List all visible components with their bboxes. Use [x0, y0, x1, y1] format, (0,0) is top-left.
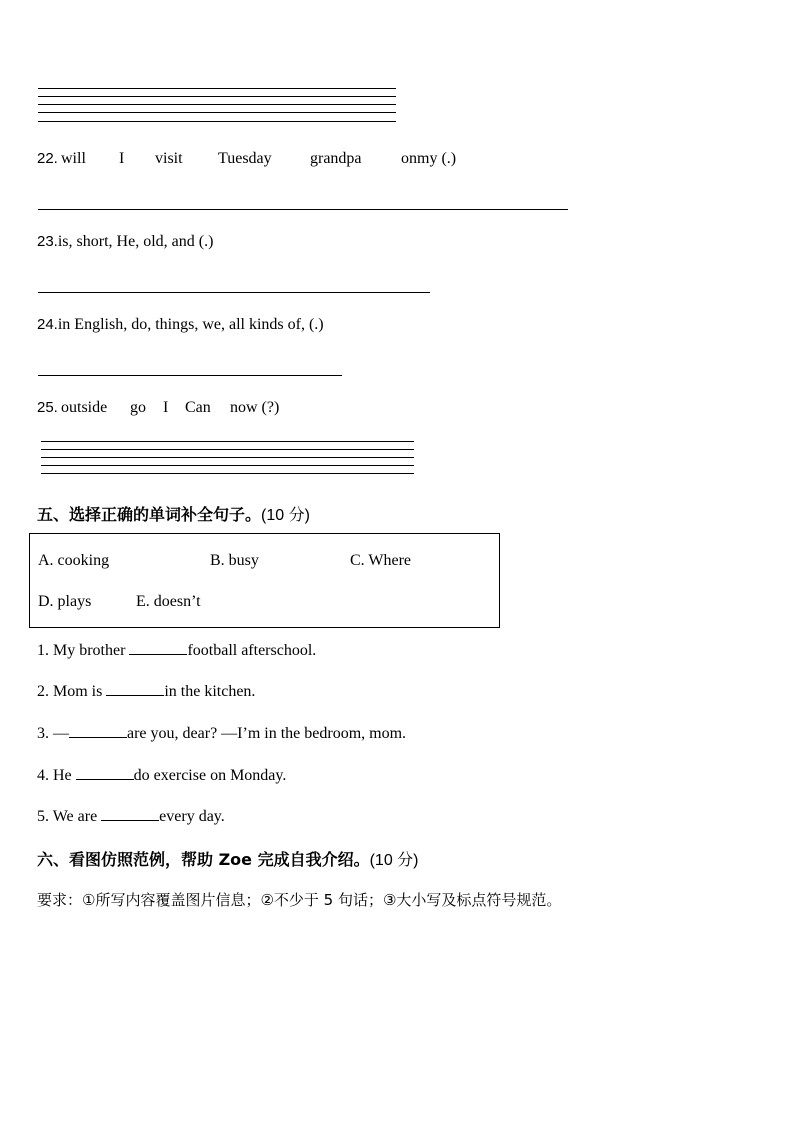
answer-line [41, 473, 414, 474]
word-option-b: B. busy [210, 552, 259, 569]
answer-line [38, 209, 568, 210]
word-option-a: A. cooking [38, 552, 110, 569]
answer-line [41, 441, 414, 442]
fill-blank [129, 640, 187, 655]
scrambled-word: I [163, 399, 169, 416]
answer-line [38, 88, 396, 89]
fill-blank [69, 723, 127, 738]
fill-blank [101, 806, 159, 821]
answer-line [38, 375, 342, 376]
question-24 [37, 316, 324, 334]
scrambled-word: Tuesday [218, 150, 272, 167]
sentence-text: 3. — [37, 725, 69, 742]
scrambled-words: is, short, He, old, and (.) [57, 233, 214, 250]
scrambled-words: in English, do, things, we, all kinds of, (.) [57, 316, 324, 333]
word-option-d: D. plays [38, 593, 92, 610]
writing-requirements: 要求：①所写内容覆盖图片信息；②不少于 5 句话；③大小写及标点符号规范。 [37, 891, 562, 909]
sentence-4 [37, 765, 286, 785]
scrambled-word: will [61, 150, 86, 167]
sentence-text: football afterschool. [187, 642, 317, 659]
answer-line [41, 465, 414, 466]
question-number: 25. [37, 399, 58, 416]
scrambled-word: I [119, 150, 125, 167]
answer-line [38, 121, 396, 122]
question-23 [37, 233, 213, 251]
scrambled-word: Can [185, 399, 211, 416]
sentence-2 [37, 681, 255, 701]
section-title: 五、选择正确的单词补全句子。 [37, 505, 262, 524]
answer-line [38, 96, 396, 97]
word-option-c: C. Where [350, 552, 412, 569]
question-number: 24. [37, 316, 58, 333]
answer-line [38, 104, 396, 105]
sentence-text: do exercise on Monday. [133, 767, 287, 784]
sentence-3 [37, 723, 406, 743]
scrambled-word: outside [61, 399, 108, 416]
fill-blank [106, 681, 164, 696]
sentence-text: 2. Mom is [37, 683, 107, 700]
word-option-e: E. doesn’t [136, 593, 201, 610]
sentence-text: every day. [159, 808, 225, 825]
scrambled-word: onmy (.) [401, 150, 457, 167]
sentence-5 [37, 806, 225, 826]
sentence-text: are you, dear? —I’m in the bedroom, mom. [127, 725, 407, 742]
answer-line [41, 449, 414, 450]
section-title: 六、看图仿照范例，帮助 Zoe 完成自我介绍。 [37, 850, 370, 869]
scrambled-word: visit [155, 150, 183, 167]
word-bank-box [29, 533, 500, 628]
question-22 [37, 150, 517, 172]
section-5-heading [37, 502, 310, 525]
scrambled-word: now (?) [230, 399, 280, 416]
question-25 [37, 399, 337, 421]
answer-line [41, 457, 414, 458]
scrambled-word: grandpa [310, 150, 362, 167]
scrambled-word: go [130, 399, 146, 416]
section-points: (10 分) [261, 507, 310, 524]
question-number: 23. [37, 233, 58, 250]
question-number: 22. [37, 150, 58, 167]
sentence-text: 5. We are [37, 808, 102, 825]
section-6-heading [37, 847, 419, 870]
section-points: (10 分) [369, 852, 419, 869]
sentence-text: 1. My brother [37, 642, 130, 659]
answer-line [38, 112, 396, 113]
answer-line [38, 292, 430, 293]
sentence-text: in the kitchen. [164, 683, 256, 700]
sentence-1 [37, 640, 316, 660]
sentence-text: 4. He [37, 767, 76, 784]
fill-blank [76, 765, 134, 780]
